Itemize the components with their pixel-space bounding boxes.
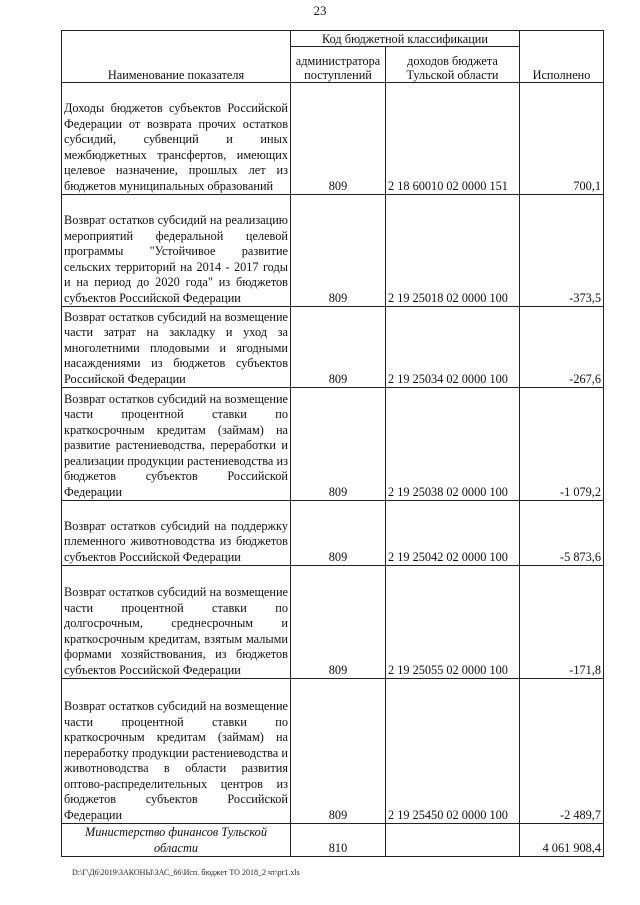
row-amount: -5 873,6 <box>520 501 604 566</box>
row-admin-code: 809 <box>291 307 386 388</box>
row-income-code: 2 19 25055 02 0000 100 <box>386 566 520 679</box>
row-admin-code: 809 <box>291 83 386 195</box>
table-row <box>62 566 604 679</box>
table-row <box>62 388 604 501</box>
row-amount: 4 061 908,4 <box>520 824 604 857</box>
table-row <box>62 307 604 388</box>
row-income-code: 2 19 25042 02 0000 100 <box>386 501 520 566</box>
row-name: Возврат остатков субсидий на возмещение части процентной ставки по долгосрочным, среднесрочным и краткосрочным кредитам, взятым малыми формами хозяйствования, из бюджетов субъектов Российской Федерации <box>62 566 291 679</box>
row-amount: 700,1 <box>520 83 604 195</box>
row-admin-code: 809 <box>291 195 386 307</box>
row-amount: -373,5 <box>520 195 604 307</box>
header-name-col: Наименование показателя <box>62 31 291 83</box>
row-admin-code: 810 <box>291 824 386 857</box>
row-income-code: 2 19 25034 02 0000 100 <box>386 307 520 388</box>
row-name: Возврат остатков субсидий на поддержку племенного животноводства из бюджетов субъектов Российской Федерации <box>62 501 291 566</box>
row-income-code: 2 19 25018 02 0000 100 <box>386 195 520 307</box>
row-name: Министерство финансов Тульской области <box>62 824 291 857</box>
table-row <box>62 824 604 857</box>
header-code-group: Код бюджетной классификации <box>291 31 520 47</box>
row-admin-code: 809 <box>291 566 386 679</box>
row-name: Доходы бюджетов субъектов Российской Федерации от возврата прочих остатков субсидий, субвенций и иных межбюджетных трансфертов, имеющих целевое назначение, прошлых лет из бюджетов муниципальных образований <box>62 83 291 195</box>
table-row <box>62 679 604 824</box>
row-amount: -267,6 <box>520 307 604 388</box>
header-admin-col: администратора поступлений <box>291 47 386 83</box>
header-executed-col: Исполнено <box>520 31 604 83</box>
row-name: Возврат остатков субсидий на возмещение части процентной ставки по краткосрочным кредитам (займам) на развитие растениеводства, переработки и реализации продукции растениеводства из бюджетов субъектов Российской Федерации <box>62 388 291 501</box>
row-name: Возврат остатков субсидий на возмещение части процентной ставки по краткосрочным кредитам (займам) на переработку продукции растениеводства и животноводства в области развития оптово-распределительных центров из бюджетов субъектов Российской Федерации <box>62 679 291 824</box>
table-row <box>62 83 604 195</box>
table-row <box>62 501 604 566</box>
row-name: Возврат остатков субсидий на возмещение части затрат на закладку и уход за многолетними плодовыми и ягодными насаждениями из бюджетов субъектов Российской Федерации <box>62 307 291 388</box>
row-income-code: 2 19 25038 02 0000 100 <box>386 388 520 501</box>
row-name: Возврат остатков субсидий на реализацию мероприятий федеральной целевой программы "Устойчивое развитие сельских территорий на 2014 - 2017 годы и на период до 2020 года" из бюджетов субъектов Российской Федерации <box>62 195 291 307</box>
row-admin-code: 809 <box>291 679 386 824</box>
row-amount: -2 489,7 <box>520 679 604 824</box>
row-amount: -1 079,2 <box>520 388 604 501</box>
row-income-code: 2 18 60010 02 0000 151 <box>386 83 520 195</box>
row-admin-code: 809 <box>291 501 386 566</box>
footer-file-path: D:\Г\Д6\2019\ЗАКОНЫ\ЗАС_66\Исп. бюджет ТО 2018_2 чт\pr1.xls <box>72 868 300 877</box>
header-income-col: доходов бюджета Тульской области <box>386 47 520 83</box>
row-admin-code: 809 <box>291 388 386 501</box>
row-income-code: 2 19 25450 02 0000 100 <box>386 679 520 824</box>
row-income-code <box>386 824 520 857</box>
budget-table <box>61 30 604 857</box>
page-number: 23 <box>313 3 327 18</box>
row-amount: -171,8 <box>520 566 604 679</box>
table-row <box>62 195 604 307</box>
